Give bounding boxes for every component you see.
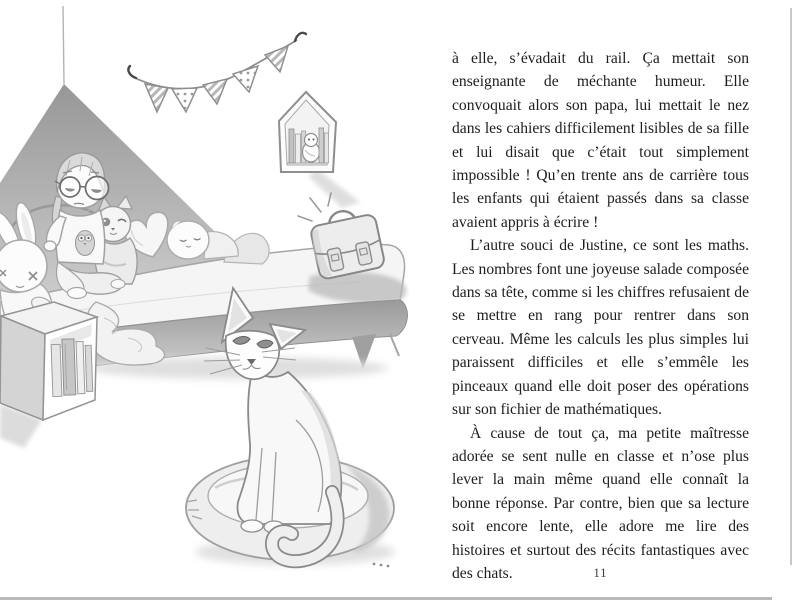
foot bbox=[68, 288, 87, 299]
garland-hook-left bbox=[128, 66, 136, 78]
garland-hook-right bbox=[295, 33, 306, 41]
page-number: 11 bbox=[593, 566, 608, 580]
paragraph: à elle, s’évadait du rail. Ça mettait son enseignante de méchante humeur. Elle convoquait alors son papa, lui mettait le nez dans les cahiers difficilement lisibles de sa fille et lui disait que c’était tout simplement impossible ! Qu’en trente ans de carrière tous les enfants qui étaient passés dans sa classe avaient appris à écrire ! bbox=[452, 50, 749, 231]
book-cube-shelf bbox=[0, 302, 97, 448]
books bbox=[51, 338, 93, 396]
hand bbox=[44, 241, 56, 251]
text-page bbox=[452, 0, 749, 601]
body-text bbox=[452, 47, 749, 585]
foot bbox=[111, 280, 125, 289]
sleeping-plush bbox=[167, 221, 238, 259]
page-edge-bottom bbox=[0, 597, 772, 600]
emphasis-lines bbox=[298, 193, 331, 221]
house-shelf bbox=[279, 92, 360, 208]
paragraph: À cause de tout ça, ma petite maîtresse adorée se sent nulle en classe et n’ose plus lever la main même quand elle connaît la bonne réponse. Par contre, bien que sa lecture soit encore lente, elle adore me lire des histoires et surtout des récits fantastiques avec des chats. bbox=[452, 424, 749, 582]
owl-print bbox=[76, 231, 95, 256]
page-edge-right bbox=[790, 8, 792, 565]
paragraph: L’autre souci de Justine, ce sont les maths. Les nombres font une joyeuse salade composée dans sa tête, comme si les chiffres refusaient de se mettre en rang pour rentrer dans son cerveau. Même les calculs les plus simples lui paraissent difficiles et elle s’emmêle les pinceaux quand elle doit poser des opérations sur son fichier de mathématiques. bbox=[452, 237, 749, 419]
cat-body bbox=[238, 368, 342, 524]
pennant-garland bbox=[128, 33, 306, 112]
dot-marks bbox=[373, 563, 390, 568]
bird-figurine bbox=[303, 134, 320, 163]
paw bbox=[241, 520, 263, 532]
